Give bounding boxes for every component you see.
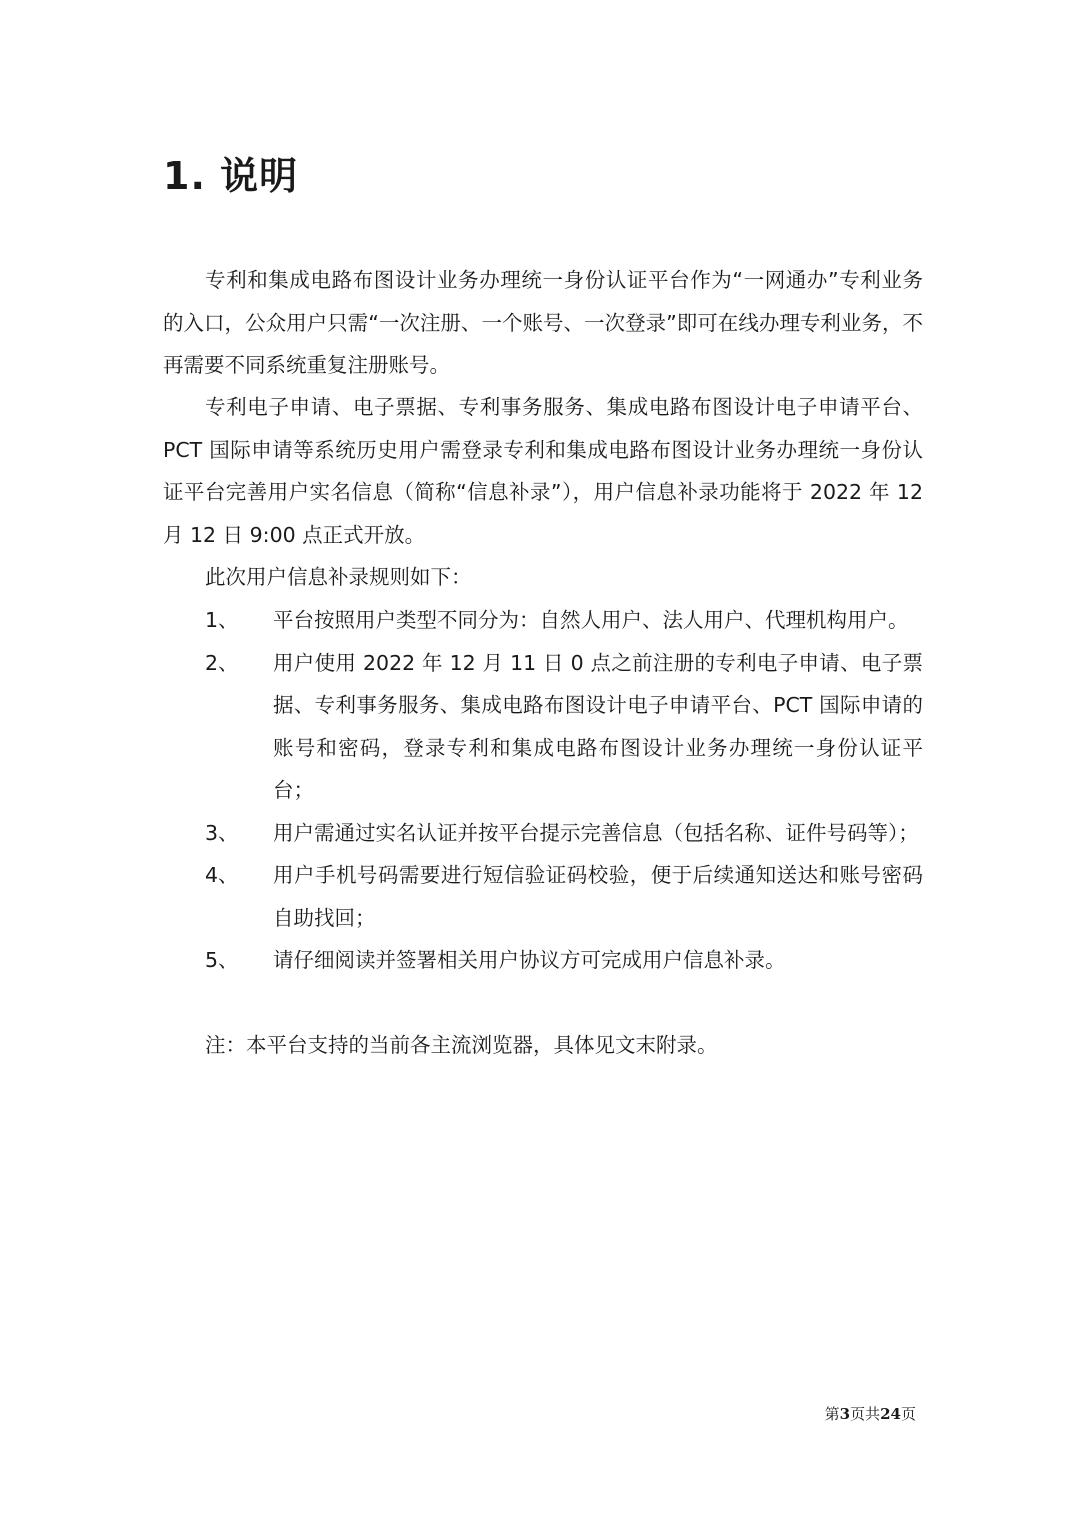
rule-number: 1、 xyxy=(205,608,239,632)
rule-number: 5、 xyxy=(205,948,239,972)
total-page-number: 24 xyxy=(880,1405,901,1423)
rule-item-4 xyxy=(163,854,923,939)
rule-number: 3、 xyxy=(205,820,239,845)
rule-text: 平台按照用户类型不同分为：自然人用户、法人用户、代理机构用户。 xyxy=(273,608,909,632)
footer-middle: 页共 xyxy=(850,1405,881,1423)
rule-text: 用户需通过实名认证并按平台提示完善信息（包括名称、证件号码等）； xyxy=(273,820,919,845)
rule-text: 用户使用 2022 年 12 月 11 日 0 点之前注册的专利电子申请、电子票据、专利事务服务、集成电路布图设计电子申请平台、PCT 国际申请的账号和密码，登录专利和集成电路布图设计业务办理统一身份认证平台； xyxy=(273,650,923,802)
rule-item-1 xyxy=(163,599,923,642)
section-title: 1. 说明 xyxy=(163,154,299,198)
rule-item-5 xyxy=(163,939,923,982)
current-page-number: 3 xyxy=(839,1405,851,1423)
rule-item-3 xyxy=(163,812,923,855)
rules-list xyxy=(163,599,923,982)
rule-item-2 xyxy=(163,642,923,812)
footer-prefix: 第 xyxy=(824,1405,840,1423)
rule-number: 2、 xyxy=(205,650,239,675)
rule-text: 用户手机号码需要进行短信验证码校验，便于后续通知送达和账号密码自助找回； xyxy=(273,863,923,930)
footer-suffix: 页 xyxy=(900,1405,916,1423)
paragraph-rules-heading: 此次用户信息补录规则如下： xyxy=(205,565,472,589)
page-number-footer xyxy=(825,1403,916,1425)
rule-text: 请仔细阅读并签署相关用户协议方可完成用户信息补录。 xyxy=(273,948,786,972)
browser-support-note: 注：本平台支持的当前各主流浏览器，具体见文末附录。 xyxy=(205,1033,718,1057)
rule-number: 4、 xyxy=(205,863,239,887)
paragraph-history-users: 专利电子申请、电子票据、专利事务服务、集成电路布图设计电子申请平台、PCT 国际申请等系统历史用户需登录专利和集成电路布图设计业务办理统一身份认证平台完善用户实名信息（简称“信息补录”），用户信息补录功能将于 2022 年 12 月 12 日 9:00 点正式开放。 xyxy=(163,395,923,547)
paragraph-intro: 专利和集成电路布图设计业务办理统一身份认证平台作为“一网通办”专利业务的入口，公众用户只需“一次注册、一个账号、一次登录”即可在线办理专利业务，不再需要不同系统重复注册账号。 xyxy=(163,268,923,377)
